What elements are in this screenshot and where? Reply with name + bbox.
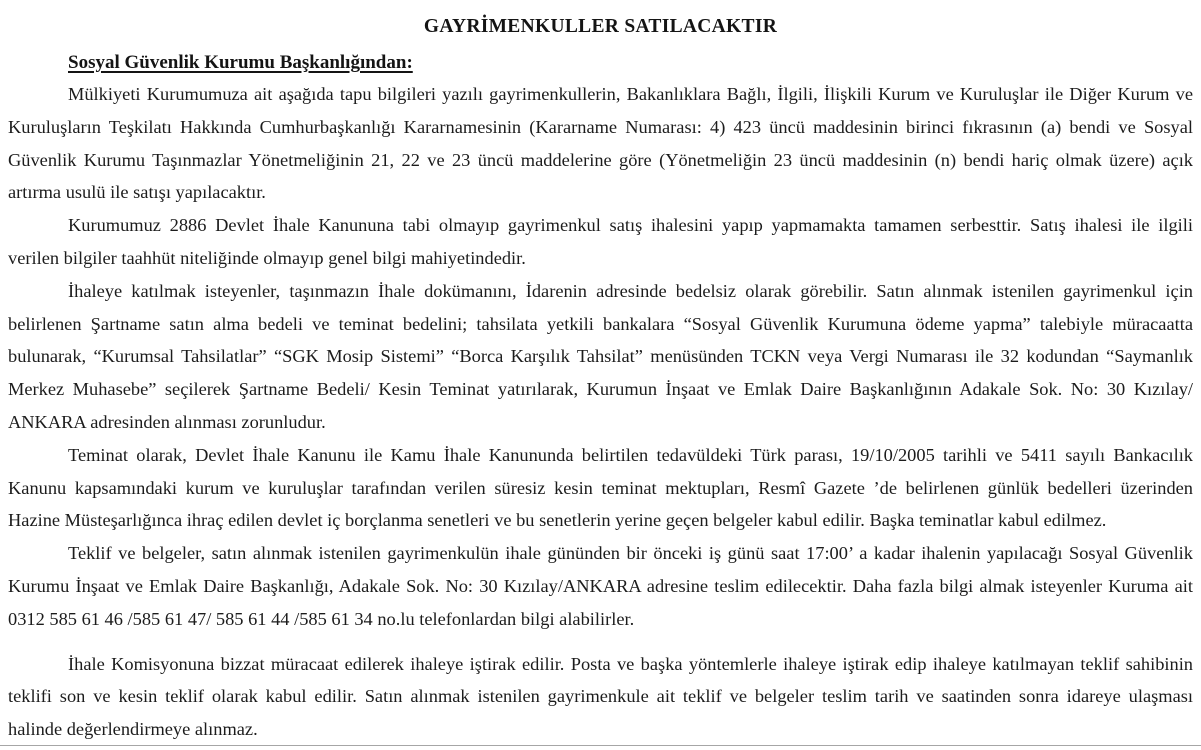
text-line: Teminat olarak, Devlet İhale Kanunu ile Kamu İhale Kanununda belirtilen tedavüldeki Türk parası, 19/10/2005 tarihli ve 5411 sayılı Bankacılık: [68, 444, 1193, 465]
text-line: Merkez Muhasebe” seçilerek Şartname Bedeli/ Kesin Teminat yatırılarak, Kurumun İnşaat ve Emlak Daire Başkanlığının Adakale Sok. No: 30 Kızılay/: [8, 379, 1193, 400]
paragraph: [8, 209, 1193, 275]
text-line: halinde değerlendirmeye alınmaz.: [8, 719, 258, 740]
text-line: Hazine Müsteşarlığınca ihraç edilen devlet iç borçlanma senetleri ve bu senetlerin yerine geçen belgeler kabul edilir. Başka teminatlar kabul edilmez.: [8, 510, 1107, 531]
text-line: İhaleye katılmak isteyenler, taşınmazın İhale dokümanını, İdarenin adresinde bedelsiz olarak görebilir. Satın alınmak istenilen gayrimenkul için: [68, 280, 1193, 301]
text-line: Kurumumuz 2886 Devlet İhale Kanununa tabi olmayıp gayrimenkul satış ihalesini yapıp yapmamakta tamamen serbesttir. Satış ihalesi ile ilgili: [68, 215, 1193, 236]
text-line: Kanunu kapsamındaki kurum ve kuruluşlar tarafından verilen süresiz kesin teminat mektupları, Resmî Gazete ’de belirlenen günlük bedelleri üzerinden: [8, 477, 1193, 498]
text-line: 0312 585 61 46 /585 61 47/ 585 61 44 /585 61 34 no.lu telefonlardan bilgi alabilirler.: [8, 608, 635, 629]
text-line: ANKARA adresinden alınması zorunludur.: [8, 411, 326, 432]
text-line: Kurumu İnşaat ve Emlak Daire Başkanlığı, Adakale Sok. No: 30 Kızılay/ANKARA adresine teslim edilecektir. Daha fazla bilgi almak isteyenler Kuruma ait: [8, 575, 1193, 596]
page-title: GAYRİMENKULLER SATILACAKTIR: [423, 16, 778, 37]
body-text: [8, 78, 1193, 746]
text-line: İhale Komisyonuna bizzat müracaat edilerek ihaleye iştirak edilir. Posta ve başka yöntemlerle ihaleye iştirak edip ihaleye katılmayan teklif sahibinin: [68, 653, 1193, 674]
paragraph: [8, 537, 1193, 635]
text-line: belirlenen Şartname satın alma bedeli ve teminat bedelini; tahsilata yetkili bankalara “Sosyal Güvenlik Kurumuna ödeme yapma” talebiyle müracaatta: [8, 313, 1193, 334]
text-line: Güvenlik Kurumu Taşınmazlar Yönetmeliğinin 21, 22 ve 23 üncü maddelerine göre (Yönetmeliğin 23 üncü maddesinin (n) bendi hariç olmak üzere) açık: [8, 149, 1193, 170]
text-line: teklifi son ve kesin teklif olarak kabul edilir. Satın alınmak istenilen gayrimenkule ait teklif ve belgeler teslim tarih ve saatinden sonra idareye ulaşması: [8, 686, 1193, 707]
paragraph: [8, 648, 1193, 746]
text-line: bulunarak, “Kurumsal Tahsilatlar” “SGK Mosip Sistemi” “Borca Karşılık Tahsilat” menüsünden TCKN veya Vergi Numarası ile 32 kodundan “Saymanlık: [8, 346, 1193, 367]
issuer-heading: Sosyal Güvenlik Kurumu Başkanlığından:: [68, 52, 413, 73]
text-line: Teklif ve belgeler, satın alınmak istenilen gayrimenkulün ihale gününden bir önceki iş günü saat 17:00’ a kadar ihalenin yapılacağı Sosyal Güvenlik: [68, 543, 1193, 564]
paragraph: [8, 78, 1193, 209]
paragraph: [8, 439, 1193, 537]
paragraph: [8, 275, 1193, 439]
text-line: Mülkiyeti Kurumumuza ait aşağıda tapu bilgileri yazılı gayrimenkullerin, Bakanlıklara Bağlı, İlgili, İlişkili Kurum ve Kuruluşlar ile Diğer Kurum ve: [68, 84, 1193, 104]
text-line: verilen bilgiler taahhüt niteliğinde olmayıp genel bilgi mahiyetindedir.: [8, 247, 526, 268]
text-line: artırma usulü ile satışı yapılacaktır.: [8, 182, 266, 203]
horizontal-rule: [0, 745, 1201, 746]
text-line: Kuruluşların Teşkilatı Hakkında Cumhurbaşkanlığı Kararnamesinin (Kararname Numarası: 4) 423 üncü maddesinin birinci fıkrasının (a) bendi ve Sosyal: [8, 116, 1193, 137]
